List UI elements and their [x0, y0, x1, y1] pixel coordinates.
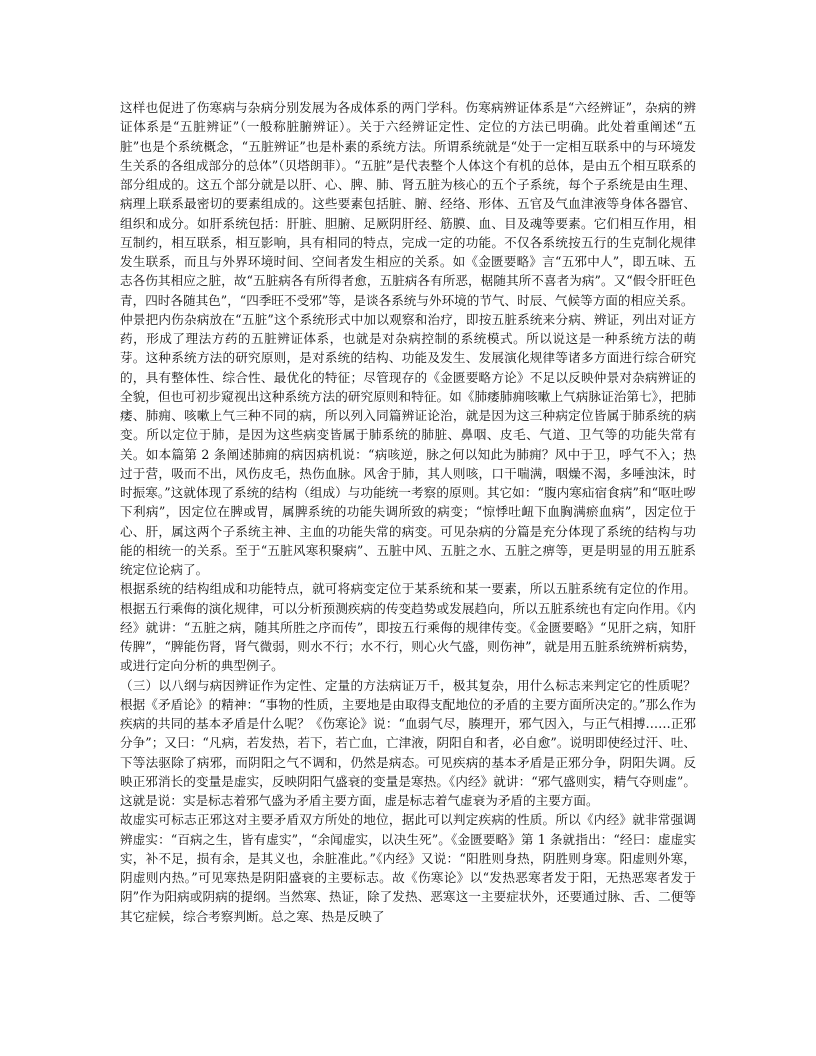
paragraph-xushi-hanre: 故虚实可标志正邪这对主要矛盾双方所处的地位，据此可以判定疾病的性质。所以《内经》就非常强调辨虚实：“百病之生，皆有虚实”，“余闻虚实，以决生死”。《金匮要略》第 1 条就指出：“经曰：虚虚实实，补不足，损有余，是其义也，余脏准此。”《内经》又说：“阳胜则身热，阴胜则身寒。阳虚则外寒，阴虚则内热。”可见寒热是阴阳盛衰的主要标志。故《伤寒论》以“发热恶寒者发于阳，无热恶寒者发于阴”作为阳病或阴病的提纲。当然寒、热证，除了发热、恶寒这一主要症状外，还要通过脉、舌、二便等其它症候，综合考察判断。总之寒、热是反映了 — [120, 812, 696, 924]
paragraph-localization-direction: 根据系统的结构组成和功能特点，就可将病变定位于某系统和某一要素，所以五脏系统有定位的作用。根据五行乘侮的演化规律，可以分析预测疾病的传变趋势或发展趋向，所以五脏系统也有定向作用。《内经》就讲：“五脏之病，随其所胜之序而传”，即按五行乘侮的规律传变。《金匮要略》“见肝之病，知肝传脾”，“脾能伤肾，肾气微弱，则水不行；水不行，则心火气盛，则伤神”，就是用五脏系统辨析病势，或进行定向分析的典型例子。 — [120, 581, 696, 674]
document-page — [120, 98, 696, 926]
paragraph-zhongjing-system-method: 仲景把内伤杂病放在“五脏”这个系统形式中加以观察和治疗，即按五脏系统来分病、辨证，列出对证方药，形成了理法方药的五脏辨证体系，也就是对杂病控制的系统模式。所以说这是一种系统方法的萌芽。这种系统方法的研究原则，是对系统的结构、功能及发生、发展演化规律等诸多方面进行综合研究的，具有整体性、综合性、最优化的特征；尽管现存的《金匮要略方论》不足以反映仲景对杂病辨证的全貌，但也可初步窥视出这种系统方法的研究原则和特征。如《肺痿肺痈咳嗽上气病脉证治第七》，把肺痿、肺痈、咳嗽上气三种不同的病，所以列入同篇辨证论治，就是因为这三种病定位皆属于肺系统的病变。所以定位于肺，是因为这些病变皆属于肺系统的肺脏、鼻咽、皮毛、气道、卫气等的功能失常有关。如本篇第 2 条阐述肺痈的病因病机说：“病咳逆，脉之何以知此为肺痈？风中于卫，呼气不入；热过于营，吸而不出，风伤皮毛，热伤血脉。风舍于肺，其人则咳，口干喘满，咽燥不渴，多唾浊沫，时时振寒。”这就体现了系统的结构（组成）与功能统一考察的原则。其它如：“腹内寒疝宿食病”和“呕吐哕下利病”，因定位在脾或胃，属脾系统的功能失调所致的病变；“惊悸吐衄下血胸满瘀血病”，因定位于心、肝，属这两个子系统主神、主血的功能失常的病变。可见杂病的分篇是充分体现了系统的结构与功能的相统一的关系。至于“五脏风寒积聚病”、五脏中风、五脏之水、五脏之痹等，更是明显的用五脏系统定位论病了。 — [120, 311, 696, 577]
paragraph-bagang-section: （三）以八纲与病因辨证作为定性、定量的方法病证万千，极其复杂，用什么标志来判定它的性质呢？根据《矛盾论》的精神：“事物的性质，主要地是由取得支配地位的矛盾的主要方面所决定的。”那么作为疾病的共同的基本矛盾是什么呢？《伤寒论》说：“血弱气尽，腠理开，邪气因入，与正气相搏……正邪分争”；又曰：“凡病，若发热，若下，若亡血，亡津液，阴阳自和者，必自愈”。说明即使经过汗、吐、下等法驱除了病邪，而阴阳之气不调和，仍然是病态。可见疾病的基本矛盾是正邪分争，阴阳失调。反映正邪消长的变量是虚实，反映阴阳气盛衰的变量是寒热。《内经》就讲：“邪气盛则实，精气夺则虚”。这就是说：实是标志着邪气盛为矛盾主要方面，虚是标志着气虚衰为矛盾的主要方面。 — [120, 677, 696, 808]
paragraph-wuzang-system: 这样也促进了伤寒病与杂病分别发展为各成体系的两门学科。伤寒病辨证体系是“六经辨证”，杂病的辨证体系是“五脏辨证”（一般称脏腑辨证）。关于六经辨证定性、定位的方法已明确。此处着重阐述“五脏”也是个系统概念，“五脏辨证”也是朴素的系统方法。所谓系统就是“处于一定相互联系中的与环境发生关系的各组成部分的总体”（贝塔朗菲）。“五脏”是代表整个人体这个有机的总体，是由五个相互联系的部分组成的。这五个部分就是以肝、心、脾、肺、肾五脏为核心的五个子系统，每个子系统是由生理、病理上联系最密切的要素组成的。这些要素包括脏、腑、经络、形体、五官及气血津液等身体各器官、组织和成分。如肝系统包括：肝脏、胆腑、足厥阴肝经、筋膜、血、目及魂等要素。它们相互作用，相互制约，相互联系，相互影响，具有相同的特点，完成一定的功能。不仅各系统按五行的生克制化规律发生联系，而且与外界环境时间、空间者发生相应的关系。如《金匮要略》言“五邪中人”，即五味、五志各伤其相应之脏，故“五脏病各有所得者愈，五脏病各有所恶，椐随其所不喜者为病”。又“假令肝旺色青，四时各随其色”，“四季旺不受邪”等，是谈各系统与外环境的节气、时辰、气候等方面的相应关系。 — [120, 100, 696, 308]
